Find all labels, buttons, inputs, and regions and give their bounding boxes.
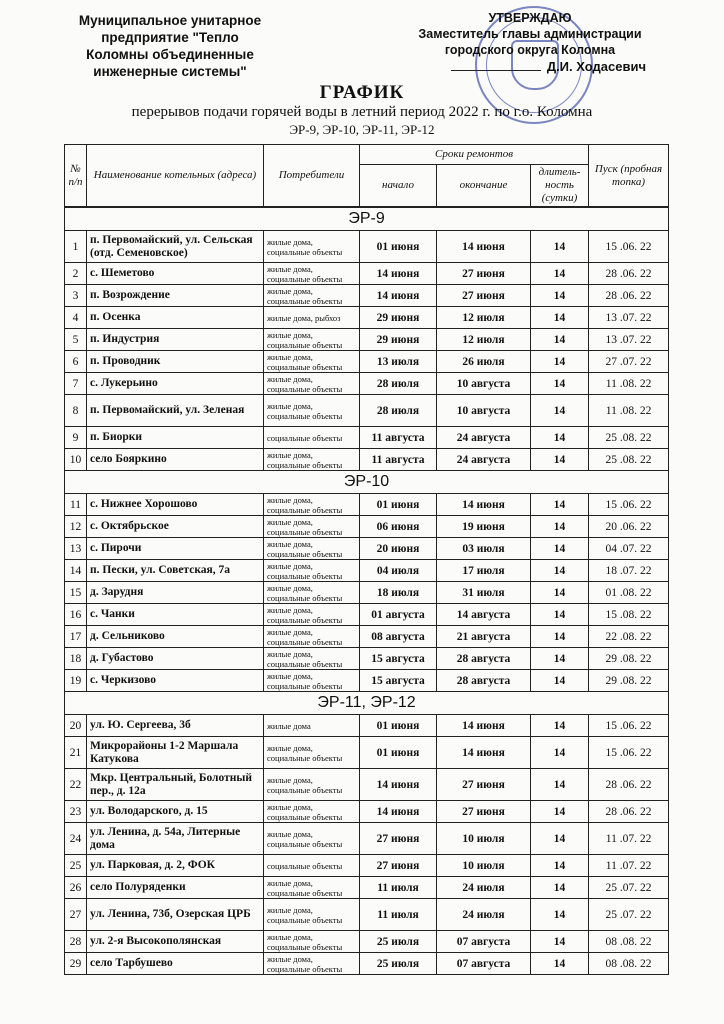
repair-end: 27 июня — [437, 263, 531, 285]
launch-date: 13 .07. 22 — [589, 307, 669, 329]
boiler-address: село Бояркино — [87, 449, 264, 471]
repair-duration: 14 — [531, 285, 589, 307]
table-row — [65, 604, 669, 626]
repair-end: 28 августа — [437, 670, 531, 692]
row-number: 19 — [65, 670, 87, 692]
table-row — [65, 715, 669, 737]
table-row — [65, 231, 669, 263]
boiler-address: с. Чанки — [87, 604, 264, 626]
launch-date: 04 .07. 22 — [589, 538, 669, 560]
boiler-address: ул. Ленина, д. 54а, Литерные дома — [87, 823, 264, 855]
row-number: 10 — [65, 449, 87, 471]
table-row — [65, 855, 669, 877]
table-row — [65, 582, 669, 604]
consumers-cell: жилые дома, социальные объекты — [264, 648, 360, 670]
repair-duration: 14 — [531, 538, 589, 560]
repair-duration: 14 — [531, 494, 589, 516]
repair-duration: 14 — [531, 737, 589, 769]
table-row — [65, 538, 669, 560]
org-line: инженерные системы" — [93, 64, 247, 79]
repair-start: 27 июня — [360, 855, 437, 877]
row-number: 25 — [65, 855, 87, 877]
repair-start: 25 июля — [360, 953, 437, 975]
table-row — [65, 626, 669, 648]
consumers-cell: жилые дома, рыбхоз — [264, 307, 360, 329]
repair-duration: 14 — [531, 329, 589, 351]
repair-end: 14 июня — [437, 231, 531, 263]
repair-end: 26 июля — [437, 351, 531, 373]
launch-date: 28 .06. 22 — [589, 801, 669, 823]
signature-line — [414, 59, 646, 75]
repair-duration: 14 — [531, 307, 589, 329]
org-line: Коломны объединенные — [86, 47, 254, 62]
repair-end: 27 июня — [437, 769, 531, 801]
repair-end: 12 июля — [437, 329, 531, 351]
boiler-address: Микрорайоны 1-2 Маршала Катукова — [87, 737, 264, 769]
section-title: ЭР-9 — [65, 208, 669, 231]
consumers-cell: жилые дома, социальные объекты — [264, 823, 360, 855]
approve-position: Заместитель главы администрации — [418, 27, 642, 41]
table-row — [65, 263, 669, 285]
launch-date: 20 .06. 22 — [589, 516, 669, 538]
consumers-cell: социальные объекты — [264, 855, 360, 877]
repair-end: 10 июля — [437, 823, 531, 855]
boiler-address: ул. Ю. Сергеева, 3б — [87, 715, 264, 737]
row-number: 15 — [65, 582, 87, 604]
consumers-cell: жилые дома, социальные объекты — [264, 263, 360, 285]
boiler-address: с. Черкизово — [87, 670, 264, 692]
consumers-cell: жилые дома, социальные объекты — [264, 538, 360, 560]
boiler-address: п. Проводник — [87, 351, 264, 373]
consumers-cell: жилые дома, социальные объекты — [264, 285, 360, 307]
table-row — [65, 307, 669, 329]
row-number: 4 — [65, 307, 87, 329]
table-row — [65, 737, 669, 769]
consumers-cell: жилые дома, социальные объекты — [264, 626, 360, 648]
boiler-address: Мкр. Центральный, Болотный пер., д. 12а — [87, 769, 264, 801]
consumers-cell: жилые дома, социальные объекты — [264, 670, 360, 692]
repair-end: 24 июля — [437, 899, 531, 931]
launch-date: 29 .08. 22 — [589, 648, 669, 670]
launch-date: 08 .08. 22 — [589, 931, 669, 953]
document-title: ГРАФИК — [319, 82, 405, 103]
launch-date: 15 .06. 22 — [589, 494, 669, 516]
repair-duration: 14 — [531, 648, 589, 670]
table-row — [65, 395, 669, 427]
repair-start: 14 июня — [360, 285, 437, 307]
consumers-cell: жилые дома, социальные объекты — [264, 801, 360, 823]
repair-duration: 14 — [531, 769, 589, 801]
organization-name — [40, 12, 300, 80]
consumers-cell: социальные объекты — [264, 427, 360, 449]
table-row — [65, 823, 669, 855]
repair-start: 20 июня — [360, 538, 437, 560]
repair-end: 07 августа — [437, 953, 531, 975]
repair-end: 14 июня — [437, 715, 531, 737]
document-subtitle: перерывов подачи горячей воды в летний период 2022 г. по г.о. Коломна — [131, 104, 593, 120]
table-row — [65, 285, 669, 307]
repair-end: 24 августа — [437, 427, 531, 449]
launch-date: 28 .06. 22 — [589, 769, 669, 801]
row-number: 6 — [65, 351, 87, 373]
repair-end: 19 июня — [437, 516, 531, 538]
repair-duration: 14 — [531, 263, 589, 285]
table-row — [65, 516, 669, 538]
consumers-cell: жилые дома, социальные объекты — [264, 373, 360, 395]
boiler-address: ул. Ленина, 73б, Озерская ЦРБ — [87, 899, 264, 931]
launch-date: 18 .07. 22 — [589, 560, 669, 582]
repair-duration: 14 — [531, 373, 589, 395]
repair-start: 01 августа — [360, 604, 437, 626]
consumers-cell: жилые дома, социальные объекты — [264, 231, 360, 263]
org-line: Муниципальное унитарное — [78, 13, 262, 28]
repair-start: 11 июля — [360, 877, 437, 899]
repair-duration: 14 — [531, 231, 589, 263]
col-header-end: окончание — [437, 165, 531, 207]
launch-date: 15 .06. 22 — [589, 231, 669, 263]
launch-date: 28 .06. 22 — [589, 285, 669, 307]
row-number: 21 — [65, 737, 87, 769]
repair-end: 24 июля — [437, 877, 531, 899]
consumers-cell: жилые дома — [264, 715, 360, 737]
row-number: 11 — [65, 494, 87, 516]
section-header — [65, 471, 669, 494]
consumers-cell: жилые дома, социальные объекты — [264, 560, 360, 582]
repair-start: 01 июня — [360, 231, 437, 263]
repair-duration: 14 — [531, 823, 589, 855]
repair-end: 21 августа — [437, 626, 531, 648]
repair-duration: 14 — [531, 395, 589, 427]
repair-start: 01 июня — [360, 494, 437, 516]
boiler-address: п. Биорки — [87, 427, 264, 449]
launch-date: 15 .06. 22 — [589, 737, 669, 769]
repair-duration: 14 — [531, 582, 589, 604]
row-number: 8 — [65, 395, 87, 427]
schedule-table — [64, 207, 669, 975]
repair-start: 29 июня — [360, 329, 437, 351]
repair-duration: 14 — [531, 449, 589, 471]
boiler-address: п. Первомайский, ул. Сельская (отд. Семеновское) — [87, 231, 264, 263]
table-row — [65, 670, 669, 692]
row-number: 27 — [65, 899, 87, 931]
repair-duration: 14 — [531, 670, 589, 692]
boiler-address: п. Первомайский, ул. Зеленая — [87, 395, 264, 427]
districts-line: ЭР-9, ЭР-10, ЭР-11, ЭР-12 — [289, 122, 435, 137]
boiler-address: п. Индустрия — [87, 329, 264, 351]
repair-end: 10 августа — [437, 373, 531, 395]
row-number: 20 — [65, 715, 87, 737]
repair-start: 27 июня — [360, 823, 437, 855]
boiler-address: село Тарбушево — [87, 953, 264, 975]
boiler-address: п. Осенка — [87, 307, 264, 329]
row-number: 18 — [65, 648, 87, 670]
launch-date: 28 .06. 22 — [589, 263, 669, 285]
launch-date: 01 .08. 22 — [589, 582, 669, 604]
repair-duration: 14 — [531, 855, 589, 877]
repair-end: 03 июля — [437, 538, 531, 560]
launch-date: 15 .06. 22 — [589, 715, 669, 737]
repair-duration: 14 — [531, 604, 589, 626]
boiler-address: ул. Парковая, д. 2, ФОК — [87, 855, 264, 877]
boiler-address: с. Лукерьино — [87, 373, 264, 395]
consumers-cell: жилые дома, социальные объекты — [264, 395, 360, 427]
consumers-cell: жилые дома, социальные объекты — [264, 877, 360, 899]
repair-start: 14 июня — [360, 263, 437, 285]
repair-duration: 14 — [531, 560, 589, 582]
repair-end: 31 июля — [437, 582, 531, 604]
row-number: 5 — [65, 329, 87, 351]
consumers-cell: жилые дома, социальные объекты — [264, 931, 360, 953]
approval-block — [414, 10, 646, 75]
table-row — [65, 899, 669, 931]
repair-start: 28 июля — [360, 395, 437, 427]
col-header-start: начало — [360, 165, 437, 207]
table-row — [65, 801, 669, 823]
row-number: 12 — [65, 516, 87, 538]
repair-duration: 14 — [531, 427, 589, 449]
repair-duration: 14 — [531, 899, 589, 931]
boiler-address: ул. 2-я Высокополянская — [87, 931, 264, 953]
consumers-cell: жилые дома, социальные объекты — [264, 899, 360, 931]
boiler-address: ул. Володарского, д. 15 — [87, 801, 264, 823]
repair-duration: 14 — [531, 626, 589, 648]
row-number: 22 — [65, 769, 87, 801]
table-row — [65, 427, 669, 449]
launch-date: 25 .08. 22 — [589, 427, 669, 449]
boiler-address: п. Возрождение — [87, 285, 264, 307]
consumers-cell: жилые дома, социальные объекты — [264, 769, 360, 801]
repair-start: 11 августа — [360, 449, 437, 471]
launch-date: 13 .07. 22 — [589, 329, 669, 351]
repair-duration: 14 — [531, 715, 589, 737]
table-row — [65, 560, 669, 582]
consumers-cell: жилые дома, социальные объекты — [264, 329, 360, 351]
repair-start: 15 августа — [360, 648, 437, 670]
row-number: 2 — [65, 263, 87, 285]
table-row — [65, 769, 669, 801]
repair-duration: 14 — [531, 953, 589, 975]
row-number: 26 — [65, 877, 87, 899]
consumers-cell: жилые дома, социальные объекты — [264, 604, 360, 626]
repair-start: 04 июля — [360, 560, 437, 582]
table-row — [65, 494, 669, 516]
repair-start: 01 июня — [360, 715, 437, 737]
repair-start: 29 июня — [360, 307, 437, 329]
launch-date: 25 .07. 22 — [589, 899, 669, 931]
boiler-address: д. Сельниково — [87, 626, 264, 648]
consumers-cell: жилые дома, социальные объекты — [264, 582, 360, 604]
row-number: 9 — [65, 427, 87, 449]
col-header-repair-period: Сроки ремонтов — [360, 145, 589, 165]
launch-date: 11 .08. 22 — [589, 395, 669, 427]
consumers-cell: жилые дома, социальные объекты — [264, 953, 360, 975]
consumers-cell: жилые дома, социальные объекты — [264, 351, 360, 373]
launch-date: 22 .08. 22 — [589, 626, 669, 648]
table-row — [65, 931, 669, 953]
schedule-table-header — [64, 144, 669, 207]
launch-date: 15 .08. 22 — [589, 604, 669, 626]
repair-start: 01 июня — [360, 737, 437, 769]
consumers-cell: жилые дома, социальные объекты — [264, 449, 360, 471]
approve-district: городского округа Коломна — [444, 43, 616, 57]
boiler-address: с. Октябрьское — [87, 516, 264, 538]
repair-end: 17 июля — [437, 560, 531, 582]
repair-start: 14 июня — [360, 769, 437, 801]
repair-duration: 14 — [531, 801, 589, 823]
repair-start: 14 июня — [360, 801, 437, 823]
row-number: 13 — [65, 538, 87, 560]
repair-end: 28 августа — [437, 648, 531, 670]
repair-duration: 14 — [531, 516, 589, 538]
row-number: 24 — [65, 823, 87, 855]
repair-end: 14 июня — [437, 737, 531, 769]
repair-start: 11 июля — [360, 899, 437, 931]
row-number: 17 — [65, 626, 87, 648]
boiler-address: п. Пески, ул. Советская, 7а — [87, 560, 264, 582]
row-number: 23 — [65, 801, 87, 823]
repair-start: 18 июля — [360, 582, 437, 604]
signer-name: Д.И. Ходасевич — [546, 59, 646, 74]
launch-date: 11 .07. 22 — [589, 823, 669, 855]
repair-start: 15 августа — [360, 670, 437, 692]
launch-date: 11 .07. 22 — [589, 855, 669, 877]
repair-start: 13 июля — [360, 351, 437, 373]
org-line: предприятие "Тепло — [101, 30, 239, 45]
row-number: 7 — [65, 373, 87, 395]
boiler-address: с. Пирочи — [87, 538, 264, 560]
row-number: 16 — [65, 604, 87, 626]
table-row — [65, 648, 669, 670]
repair-end: 27 июня — [437, 285, 531, 307]
table-row — [65, 953, 669, 975]
col-header-name: Наименование котельных (адреса) — [87, 145, 264, 207]
repair-start: 08 августа — [360, 626, 437, 648]
table-row — [65, 877, 669, 899]
repair-end: 27 июня — [437, 801, 531, 823]
repair-end: 12 июля — [437, 307, 531, 329]
repair-end: 07 августа — [437, 931, 531, 953]
repair-duration: 14 — [531, 351, 589, 373]
section-header — [65, 208, 669, 231]
launch-date: 27 .07. 22 — [589, 351, 669, 373]
launch-date: 08 .08. 22 — [589, 953, 669, 975]
boiler-address: д. Зарудня — [87, 582, 264, 604]
repair-start: 11 августа — [360, 427, 437, 449]
repair-end: 10 августа — [437, 395, 531, 427]
repair-end: 10 июля — [437, 855, 531, 877]
repair-duration: 14 — [531, 877, 589, 899]
repair-start: 06 июня — [360, 516, 437, 538]
repair-end: 24 августа — [437, 449, 531, 471]
section-title: ЭР-11, ЭР-12 — [65, 692, 669, 715]
launch-date: 29 .08. 22 — [589, 670, 669, 692]
col-header-consumers: Потребители — [264, 145, 360, 207]
boiler-address: д. Губастово — [87, 648, 264, 670]
repair-duration: 14 — [531, 931, 589, 953]
row-number: 29 — [65, 953, 87, 975]
repair-start: 25 июля — [360, 931, 437, 953]
table-row — [65, 373, 669, 395]
row-number: 14 — [65, 560, 87, 582]
consumers-cell: жилые дома, социальные объекты — [264, 516, 360, 538]
repair-end: 14 августа — [437, 604, 531, 626]
launch-date: 25 .08. 22 — [589, 449, 669, 471]
table-row — [65, 329, 669, 351]
section-title: ЭР-10 — [65, 471, 669, 494]
launch-date: 11 .08. 22 — [589, 373, 669, 395]
consumers-cell: жилые дома, социальные объекты — [264, 737, 360, 769]
col-header-duration: длитель-ность (сутки) — [531, 165, 589, 207]
row-number: 3 — [65, 285, 87, 307]
col-header-launch: Пуск (пробная топка) — [589, 145, 669, 207]
launch-date: 25 .07. 22 — [589, 877, 669, 899]
section-header — [65, 692, 669, 715]
table-row — [65, 449, 669, 471]
repair-end: 14 июня — [437, 494, 531, 516]
approve-heading: УТВЕРЖДАЮ — [488, 11, 572, 25]
boiler-address: с. Нижнее Хорошово — [87, 494, 264, 516]
row-number: 1 — [65, 231, 87, 263]
consumers-cell: жилые дома, социальные объекты — [264, 494, 360, 516]
repair-start: 28 июля — [360, 373, 437, 395]
table-row — [65, 351, 669, 373]
boiler-address: с. Шеметово — [87, 263, 264, 285]
row-number: 28 — [65, 931, 87, 953]
boiler-address: село Полуряденки — [87, 877, 264, 899]
col-header-num: № п/п — [65, 145, 87, 207]
